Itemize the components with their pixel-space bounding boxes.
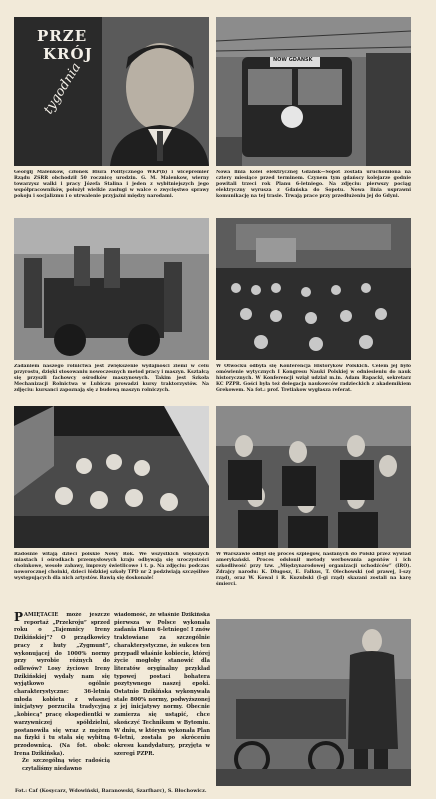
article-column-1: [14, 612, 110, 784]
przekroj-logo: [15, 17, 105, 167]
trial-caption: W Warszawie odbył się proces szpiegów, nasłanych do Polski przez wywiad amerykański. Proces odsłonił metody werbowania agentów i ich szkodliwość przy tzw. „Międzynarodowej organizacji uchodźców” (IRO). Zdrajcy narodu: K. Długosz, E. Fałkus, T. Olechowski (od prawej, I-szy rząd), oraz W. Kowal i R. Kuzubski (I-gi rząd) skazani zostali na karę śmierci.: [216, 552, 411, 587]
tram-photo: [216, 17, 411, 166]
article-col1-tail: Że szczególną więc radością czytaliśmy niedawno: [22, 758, 110, 773]
tractors-caption: Zadaniem naszego rolnictwa jest zwiększenie wydajności ziemi w celu przyrostu, dzięki stosowaniu nowoczesnych metod pracy i maszyn. Kształcą się przyszli fachowcy ośrodków maszynowych. Takim jest Szkoła Mechanizacji Rolnictwa w Lubiczu prowadzi kursy traktorzystów. Na zdjęciu: kursanci zapoznają się z budową maszyn rolniczych.: [14, 364, 209, 393]
tram-caption: Nowa linia kolei elektrycznej Gdańsk—Sopot została uruchomiona na cztery miesiące przed terminem. Czynem tym gdańscy kolejarze godnie powitali trzeci rok Planu 6-letniego. Na zdjęciu: pierwszy pociąg elektryczny wyrusza z Gdańska do Sopotu. Nowa linia usprawni komunikację na tej trasie. Trwają prace przy przedłużeniu jej do Gdyni.: [216, 170, 411, 199]
logo-word-prze: PRZE: [37, 27, 88, 45]
historians-conference-photo: [216, 218, 411, 360]
photo-credits: Fot.: Caf (Kosycarz, Wdowiński, Baranowski, Szarfharc), S. Błochowicz.: [15, 788, 207, 794]
article-column-2: [114, 612, 210, 784]
tram-destination-sign: NOW GDANSK: [273, 57, 313, 63]
children-caption: Radośnie witają dzieci polskie Nowy Rok. We wszystkich większych miastach i ośrodkach przemysłowych kraju odbywają się uroczystości choinkowe, wesołe zabawy, imprezy świetlicowe i t. p. Na zdjęciu: podczas noworocznej choinki, dzieci łódzkiej szkoły TPD nr 2 podziwiają szczęśliwe występujących dla nich artystów. Bawią się doskonale!: [14, 552, 209, 581]
irena-dzikinska-photo: [216, 619, 411, 786]
spy-trial-photo: [216, 406, 411, 548]
article-col2-text: wiadomość, że właśnie Dzikińska pierwsza w Polsce wykonała zadania Planu 6-letniego! I znów traktowiane za szczególnie charakterystyczne, że sukces ten przypadł właśnie kobiecie, której życie mogłoby stanowić dla literatów oryginalny przykład typowej postaci bohatera pozytywnego naszej epoki. Ostatnio Dzikińska wykonywała stale 800% normy, podwyższonej z jej inicjatywy normy. Obecnie zamierza się ustąpić, chce skończyć Technikum w Bytomiu. W dniu, w którym wykonała Plan 6-letni, została po skróceniu okresu kandydatury, przyjęta w szeregi PZPR.: [114, 612, 210, 757]
tractor-school-photo: [14, 218, 209, 360]
children-new-year-photo: [14, 406, 209, 548]
conference-caption: W Otwocku odbyła się Konferencja Historyków Polskich. Celem jej było omówienie wytycznych I Kongresu Nauki Polskiej w odniesieniu do nauk historycznych. W Konferencji wziął udział m.in. Adam Rapacki, sekretarz KC PZPR. Gości była też delegacja naukowców radzieckich z akademikiem Grekowem. Na fot.: prof. Tretiakow wygłasza referat.: [216, 364, 411, 393]
logo-subtitle: tygodnia: [41, 60, 85, 117]
malenkov-caption: Georgij Malenkow, członek Biura Politycznego WKP(b) i wicepremier Rządu ZSRR obchodził 50 rocznicę urodzin. G. M. Malenkow, wierny towarzysz walki i pracy Józefa Stalina i jeden z wybitniejszych jego współpracowników, położył wielkie zasługi w walce o zwycięstwo sprawy pokoju i socjalizmu i o utrwalenie przyjaźni między narodami.: [14, 170, 209, 199]
article-col1-text: AMIĘTACIE może jeszcze reportaż „Przekroju” sprzed roku o „Tajemnicy Ireny Dzikińskiej”? O prządkowicy pracy z huty „Zygmunt”, wykonującej do 1000% normy przy wyrobie różnych do odlewów? Losy życiowe Ireny Dzikińskiej wydały nam się wyjątkowo ogólnie charakterystyczne: 36-letnia młoda kobieta z własnej inicjatywy porzuciła tradycyjną „kobiecą” pracę ekspedientki w warzywniczej spółdzielni, postanowiła się wraz z mężem na fizyki i tu stała się wybitną przodownicą. (Na fot. obok: Irena Dzikińska).: [14, 612, 110, 757]
logo-word-kroj: KRÓJ: [43, 45, 93, 63]
article-drop-cap: P: [14, 612, 24, 624]
